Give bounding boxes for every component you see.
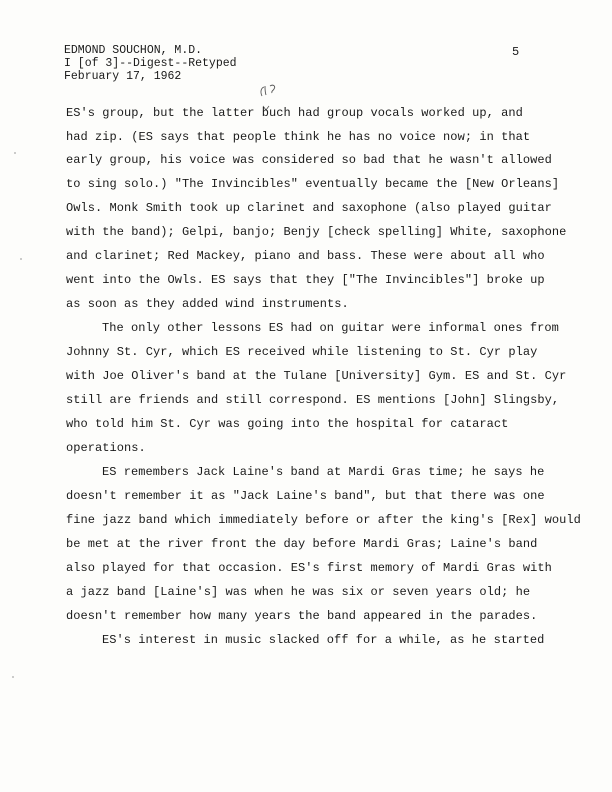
body-line: who told him St. Cyr was going into the hospital for cataract xyxy=(66,417,509,431)
page-number: 5 xyxy=(512,45,520,59)
body-line: had zip. (ES says that people think he has no voice now; in that xyxy=(66,130,531,144)
interviewee-name: EDMOND SOUCHON, M.D. xyxy=(64,44,203,57)
scan-speck xyxy=(20,258,22,260)
body-line: went into the Owls. ES says that they ["The Invincibles"] broke up xyxy=(66,273,545,287)
body-line: be met at the river front the day before Mardi Gras; Laine's band xyxy=(66,537,538,551)
body-line: ES's interest in music slacked off for a while, as he started xyxy=(102,633,545,647)
body-line: with the band); Gelpi, banjo; Benjy [check spelling] White, saxophone xyxy=(66,225,567,239)
scan-speck xyxy=(12,676,14,678)
interview-date: February 17, 1962 xyxy=(64,70,182,83)
body-line: and clarinet; Red Mackey, piano and bass. These were about all who xyxy=(66,249,545,263)
body-line: doesn't remember how many years the band appeared in the parades. xyxy=(66,609,538,623)
body-line: early group, his voice was considered so bad that he wasn't allowed xyxy=(66,153,552,167)
body-line: Owls. Monk Smith took up clarinet and saxophone (also played guitar xyxy=(66,201,552,215)
body-line: doesn't remember it as "Jack Laine's band", but that there was one xyxy=(66,489,545,503)
scan-speck xyxy=(14,152,16,154)
body-line: a jazz band [Laine's] was when he was six or seven years old; he xyxy=(66,585,531,599)
body-line: Johnny St. Cyr, which ES received while listening to St. Cyr play xyxy=(66,345,538,359)
body-line: still are friends and still correspond. ES mentions [John] Slingsby, xyxy=(66,393,560,407)
body-line: with Joe Oliver's band at the Tulane [University] Gym. ES and St. Cyr xyxy=(66,369,567,383)
body-line: fine jazz band which immediately before or after the king's [Rex] would xyxy=(66,513,581,527)
body-line: ES's group, but the latter buch had group vocals worked up, and xyxy=(66,106,523,120)
body-line: also played for that occasion. ES's first memory of Mardi Gras with xyxy=(66,561,552,575)
body-line: operations. xyxy=(66,441,146,455)
body-line: as soon as they added wind instruments. xyxy=(66,297,349,311)
body-line: to sing solo.) "The Invincibles" eventually became the [New Orleans] xyxy=(66,177,560,191)
body-line: ES remembers Jack Laine's band at Mardi Gras time; he says he xyxy=(102,465,545,479)
reel-info: I [of 3]--Digest--Retyped xyxy=(64,57,237,70)
body-line: The only other lessons ES had on guitar were informal ones from xyxy=(102,321,559,335)
